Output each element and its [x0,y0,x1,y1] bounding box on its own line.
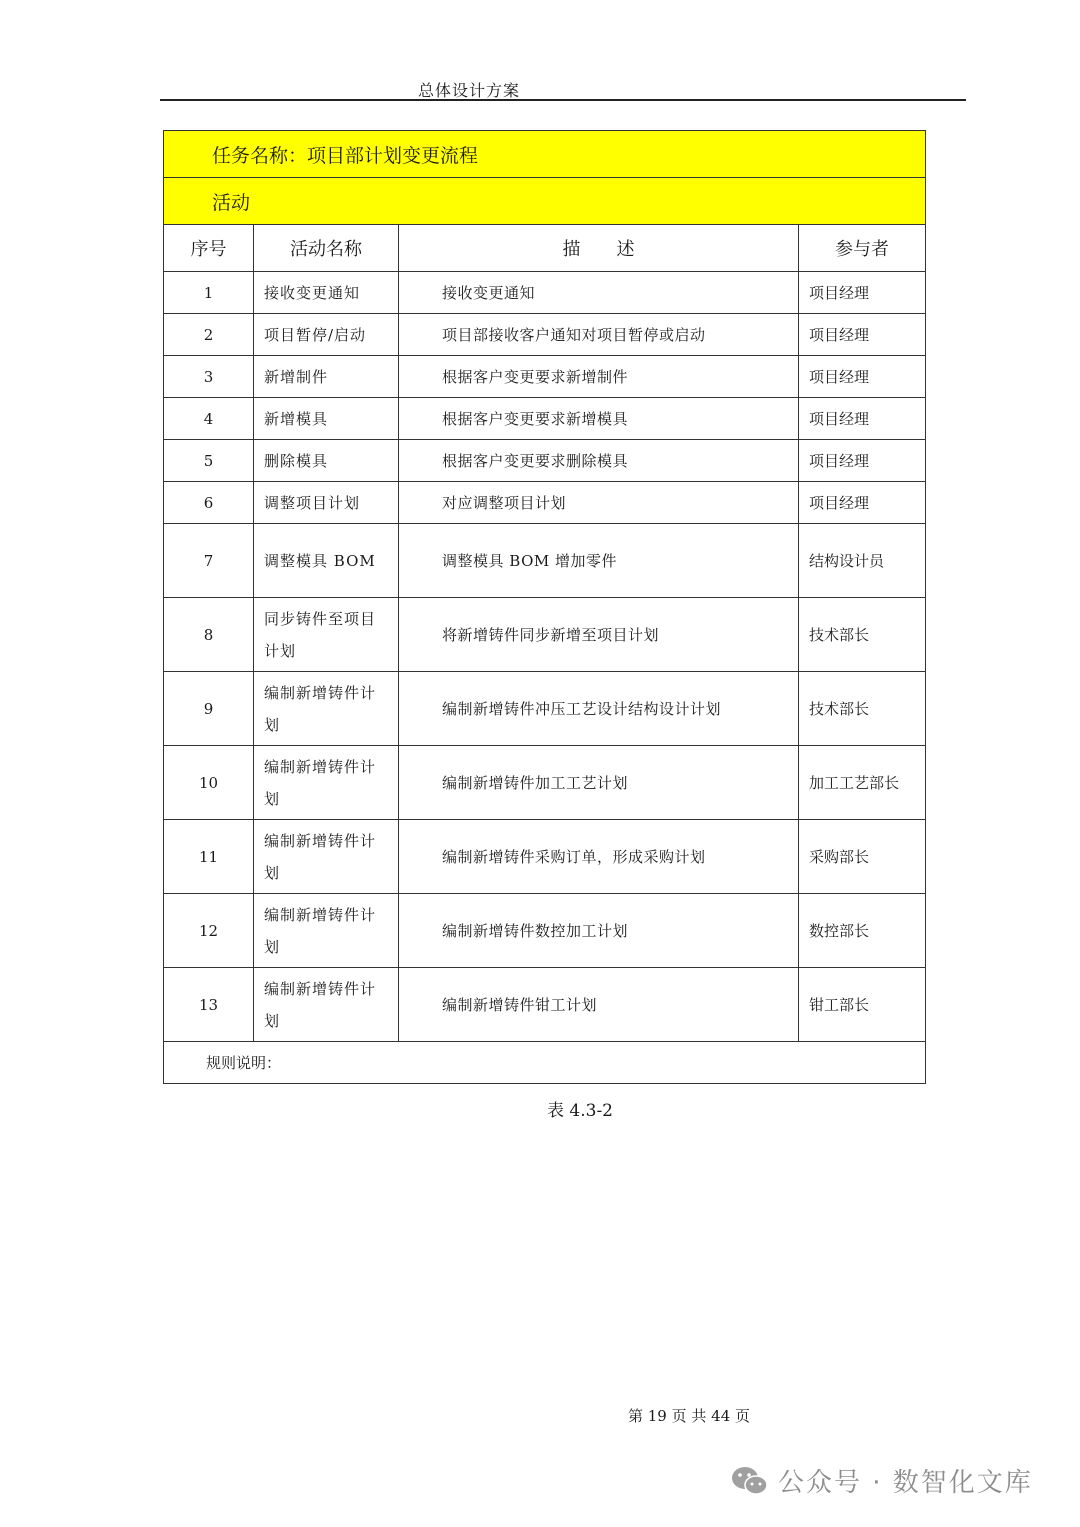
row-activity-name-cell: 项目暂停/启动 [254,314,399,356]
rules-note-cell: 规则说明： [164,1042,926,1084]
row-participant-cell: 结构设计员 [799,524,926,598]
row-description-cell: 调整模具 BOM 增加零件 [399,524,799,598]
column-header-seq: 序号 [164,225,254,272]
table-row [164,746,926,820]
row-activity-name-cell: 编制新增铸件计划 [254,672,399,746]
row-activity-name-cell: 编制新增铸件计划 [254,746,399,820]
row-seq-cell: 8 [164,598,254,672]
row-participant-cell: 项目经理 [799,482,926,524]
table-row [164,524,926,598]
header-divider [160,99,966,101]
row-participant-cell: 项目经理 [799,272,926,314]
row-participant-cell: 采购部长 [799,820,926,894]
row-description-cell: 编制新增铸件钳工计划 [399,968,799,1042]
row-description-cell: 对应调整项目计划 [399,482,799,524]
row-description-cell: 根据客户变更要求新增制件 [399,356,799,398]
table-body [164,272,926,1042]
row-seq-cell: 6 [164,482,254,524]
row-activity-name-cell: 调整项目计划 [254,482,399,524]
row-seq-cell: 11 [164,820,254,894]
row-participant-cell: 项目经理 [799,314,926,356]
watermark-text: 公众号 · 数智化文库 [778,1468,1033,1498]
row-description-cell: 编制新增铸件冲压工艺设计结构设计计划 [399,672,799,746]
row-activity-name-cell: 编制新增铸件计划 [254,820,399,894]
row-description-cell: 根据客户变更要求删除模具 [399,440,799,482]
row-participant-cell: 项目经理 [799,398,926,440]
row-description-cell: 将新增铸件同步新增至项目计划 [399,598,799,672]
table-row [164,398,926,440]
table-row [164,482,926,524]
row-description-cell: 接收变更通知 [399,272,799,314]
row-activity-name-cell: 调整模具 BOM [254,524,399,598]
table-row [164,820,926,894]
row-activity-name-cell: 编制新增铸件计划 [254,894,399,968]
page-number: 第 19 页 共 44 页 [628,1407,751,1425]
page-header-title: 总体设计方案 [418,81,521,100]
table-header-row [164,225,926,272]
row-participant-cell: 加工工艺部长 [799,746,926,820]
row-seq-cell: 2 [164,314,254,356]
table-row [164,598,926,672]
row-participant-cell: 数控部长 [799,894,926,968]
table-row [164,356,926,398]
wechat-icon [730,1465,770,1497]
row-activity-name-cell: 新增制件 [254,356,399,398]
column-header-desc: 描 述 [399,225,799,272]
row-seq-cell: 3 [164,356,254,398]
row-description-cell: 编制新增铸件加工工艺计划 [399,746,799,820]
table-row [164,672,926,746]
section-label-cell: 活动 [164,178,926,225]
row-seq-cell: 7 [164,524,254,598]
row-seq-cell: 13 [164,968,254,1042]
table-caption: 表 4.3-2 [547,1101,613,1121]
row-seq-cell: 4 [164,398,254,440]
row-activity-name-cell: 接收变更通知 [254,272,399,314]
row-seq-cell: 9 [164,672,254,746]
row-seq-cell: 1 [164,272,254,314]
table-row [164,314,926,356]
row-activity-name-cell: 新增模具 [254,398,399,440]
row-description-cell: 编制新增铸件采购订单，形成采购计划 [399,820,799,894]
row-description-cell: 项目部接收客户通知对项目暂停或启动 [399,314,799,356]
task-title-cell: 任务名称：项目部计划变更流程 [164,131,926,178]
table-row [164,968,926,1042]
row-activity-name-cell: 编制新增铸件计划 [254,968,399,1042]
row-seq-cell: 5 [164,440,254,482]
row-participant-cell: 技术部长 [799,672,926,746]
watermark [730,1462,1033,1499]
row-participant-cell: 项目经理 [799,440,926,482]
row-seq-cell: 12 [164,894,254,968]
column-header-name: 活动名称 [254,225,399,272]
row-participant-cell: 钳工部长 [799,968,926,1042]
column-header-participant: 参与者 [799,225,926,272]
task-table [163,130,926,1084]
row-description-cell: 根据客户变更要求新增模具 [399,398,799,440]
table-row [164,440,926,482]
table-row [164,894,926,968]
row-activity-name-cell: 删除模具 [254,440,399,482]
row-activity-name-cell: 同步铸件至项目计划 [254,598,399,672]
row-description-cell: 编制新增铸件数控加工计划 [399,894,799,968]
row-seq-cell: 10 [164,746,254,820]
row-participant-cell: 技术部长 [799,598,926,672]
row-participant-cell: 项目经理 [799,356,926,398]
table-row [164,272,926,314]
